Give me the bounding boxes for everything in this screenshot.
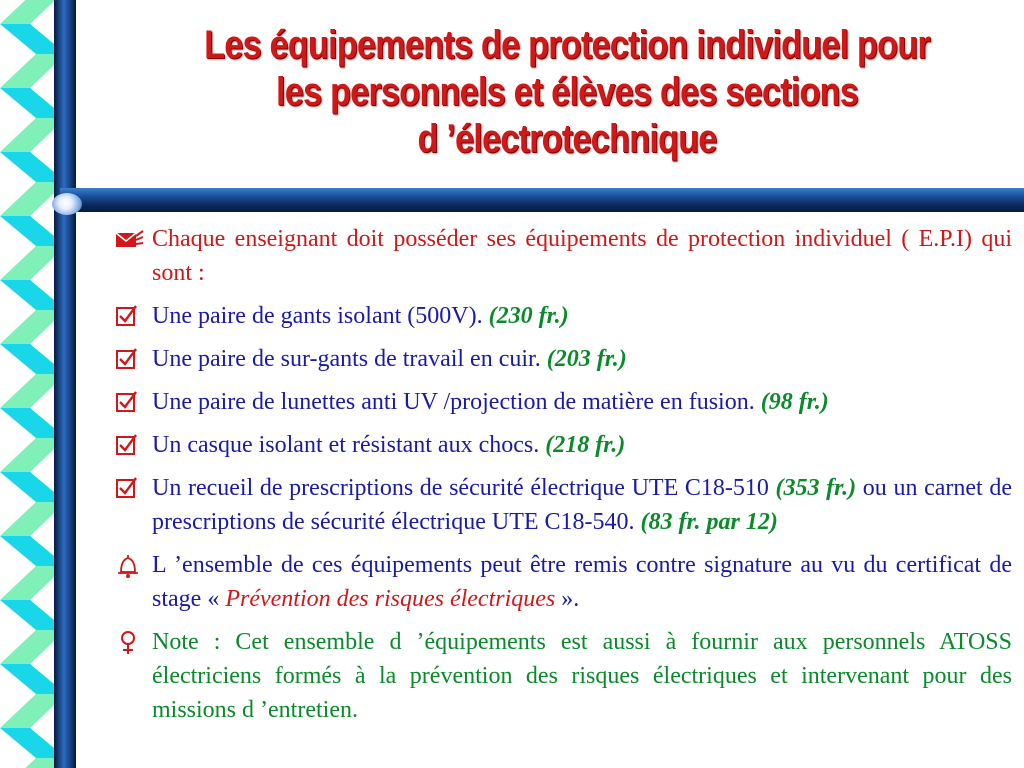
price: (98 fr.)	[760, 389, 829, 415]
title-divider-bar	[60, 188, 1024, 212]
title-line-2: les personnels et élèves des sections	[276, 70, 858, 114]
title-line-1: Les équipements de protection individuel pour	[204, 23, 930, 67]
divider-ball	[52, 193, 82, 215]
checkbox-icon	[112, 342, 146, 376]
list-item-glasses: Une paire de lunettes anti UV /projection de matière en fusion. (98 fr.)	[112, 385, 1012, 419]
list-item-helmet: Un casque isolant et résistant aux chocs. (218 fr.)	[112, 428, 1012, 462]
list-item-certificate: L ’ensemble de ces équipements peut être remis contre signature au vu du certificat de stage « Prévention des risques électriques ».	[112, 548, 1012, 616]
bell-icon	[112, 548, 146, 582]
list-item-prescriptions: Un recueil de prescriptions de sécurité électrique UTE C18-510 (353 fr.) ou un carnet de prescriptions de sécurité électrique UTE C18-540. (83 fr. par 12)	[112, 471, 1012, 539]
emphasis: Prévention des risques électriques	[225, 586, 556, 612]
checkbox-icon	[112, 428, 146, 462]
list-item-note: Note : Cet ensemble d ’équipements est aussi à fournir aux personnels ATOSS électriciens formés à la prévention des risques électriques et intervenant pour des missions d ’entretien.	[112, 625, 1012, 727]
price: (230 fr.)	[488, 303, 569, 329]
list-item-intro: Chaque enseignant doit posséder ses équipements de protection individuel ( E.P.I) qui sont :	[112, 222, 1012, 290]
bullet-list	[112, 222, 1012, 736]
checkbox-icon	[112, 385, 146, 419]
slide-title	[174, 22, 960, 163]
female-symbol-icon	[112, 625, 146, 659]
mail-icon	[112, 222, 146, 256]
checkbox-icon	[112, 299, 146, 333]
decorative-ribbon	[0, 0, 90, 768]
list-item-overgloves: Une paire de sur-gants de travail en cuir. (203 fr.)	[112, 342, 1012, 376]
checkbox-icon	[112, 471, 146, 505]
price: (353 fr.)	[775, 475, 857, 501]
price: (218 fr.)	[545, 432, 626, 458]
list-item-gloves: Une paire de gants isolant (500V). (230 fr.)	[112, 299, 1012, 333]
price: (83 fr. par 12)	[640, 509, 778, 535]
price: (203 fr.)	[546, 346, 627, 372]
title-line-3: d ’électrotechnique	[417, 117, 717, 161]
